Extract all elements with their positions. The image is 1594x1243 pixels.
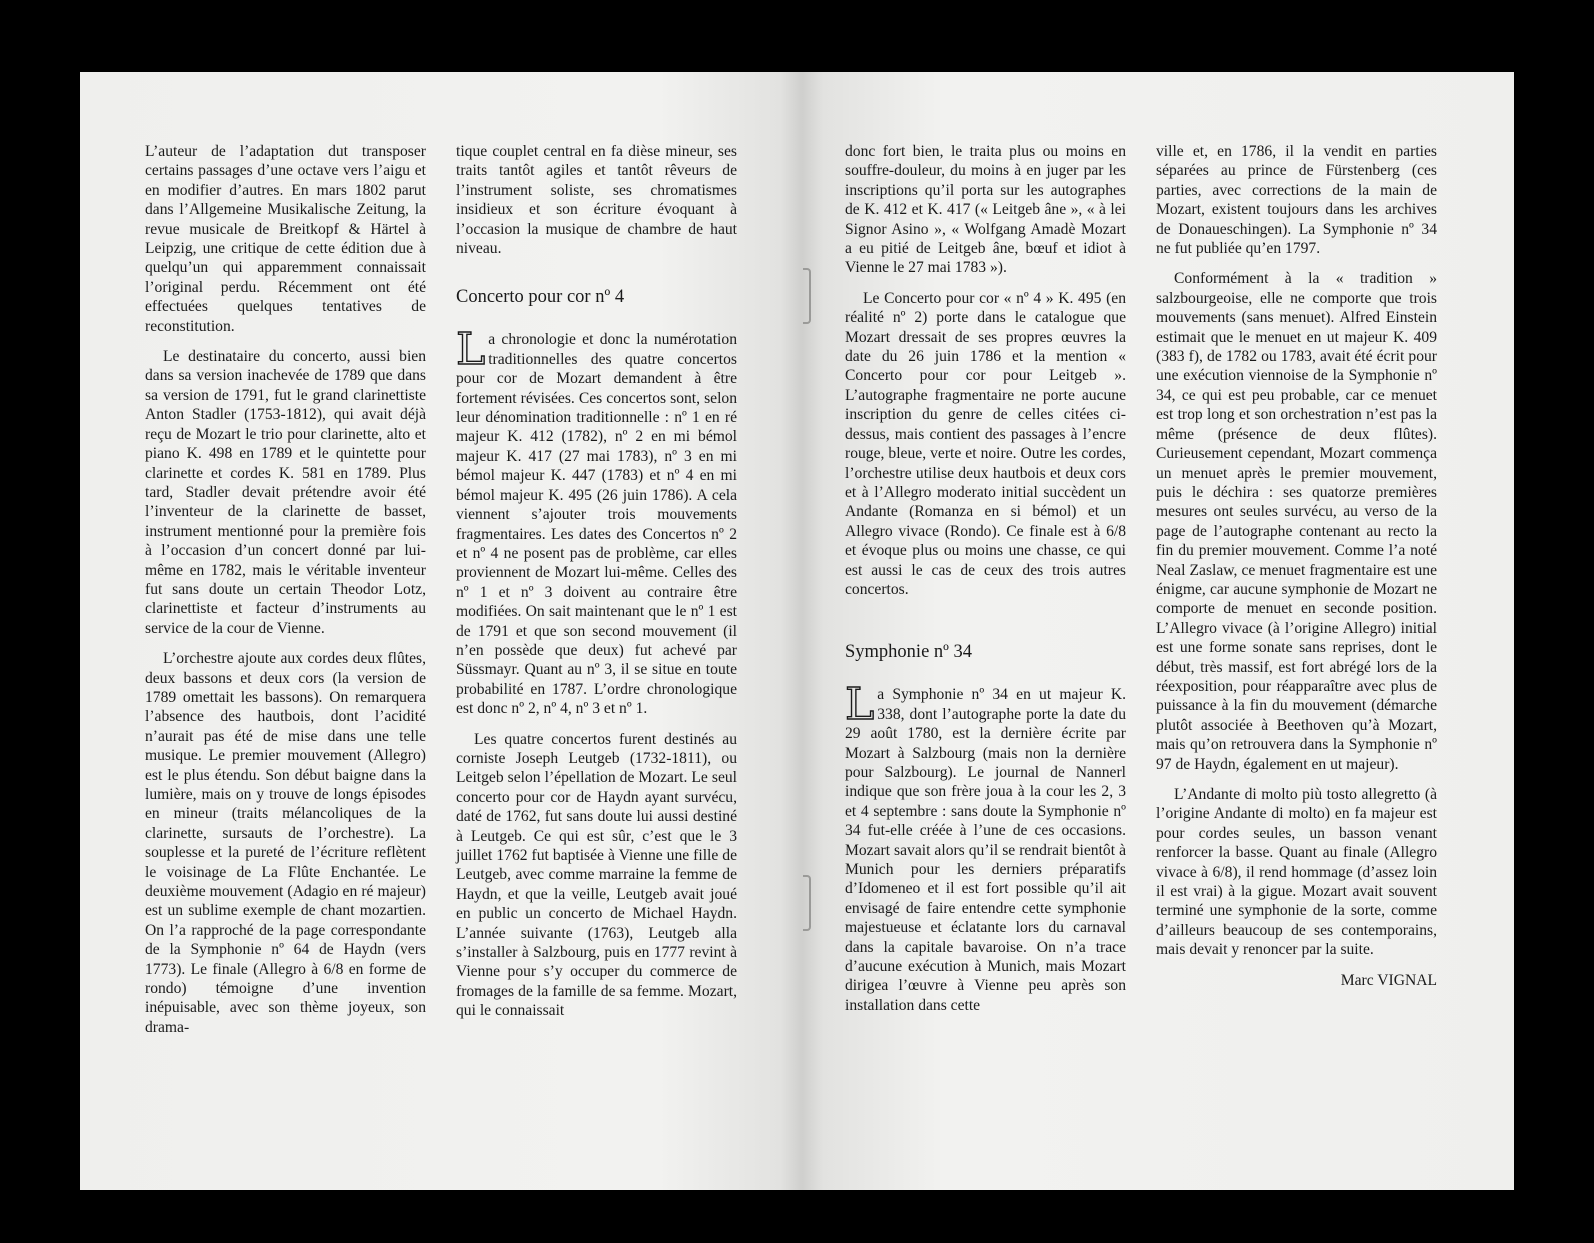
right-column-2 — [1156, 142, 1437, 990]
right-page — [802, 72, 1514, 1190]
staple-bottom — [803, 875, 811, 931]
signature: Marc VIGNAL — [1340, 971, 1437, 989]
left-column-2 — [456, 142, 737, 1032]
drop-cap: L — [845, 679, 875, 731]
paragraph: ville et, en 1786, il la vendit en parties séparées au prince de Fürstenberg (ces parties, avec corrections de la main de Mozart, existent toujours dans les archives de Donaueschingen). La Symphonie nº 34 ne fut publiée qu’en 1797. — [1156, 143, 1437, 258]
section-heading: Concerto pour cor nº 4 — [456, 287, 625, 308]
paragraph: Le Concerto pour cor « nº 4 » K. 495 (en réalité nº 2) porte dans le catalogue que Mozart dressait de ses propres œuvres la date du 26 juin 1786 et la mention « Concerto pour cor pour Leitgeb ». L’autographe fragmentaire ne porte aucune inscription du genre de celles citées ci-dessus, mais contient des passages à l’encre rouge, bleue, verte et noire. Outre les cordes, l’orchestre utilise deux hautbois et deux cors et à l’Allegro moderato initial succèdent un Andante (Romanza en si bémol) et un Allegro vivace (Rondo). Ce finale est à 6/8 et évoque plus ou moins une chasse, ce qui est aussi le cas de ceux des trois autres concertos. — [845, 289, 1126, 598]
left-page — [80, 72, 802, 1190]
drop-cap: L — [456, 324, 486, 376]
paragraph — [845, 679, 1126, 1015]
paragraph-text: a chronologie et donc la numérotation traditionnelles des quatre concertos pour cor de Mozart demandent à être fortement révisées. Ces concertos sont, selon leur dénomination traditionnelle : nº 1 en ré majeur K. 412 (1782), nº 2 en mi bémol majeur K. 417 (27 mai 1783), nº 3 en mi bémol majeur K. 447 (1783) et nº 4 en mi bémol majeur K. 495 (26 juin 1786). A cela viennent s’ajouter trois mouvements fragmentaires. Les dates des Concertos nº 2 et nº 4 ne posent pas de problème, car elles proviennent de Mozart lui-même. Celles des nº 1 et nº 3 doivent au contraire être modifiées. On sait maintenant que le nº 1 est de 1791 et que son second mouvement (il n’en possède que deux) fut achevé par Süssmayr. Quant au nº 3, il se situe en toute probabilité en 1787. L’ordre chronologique est donc nº 2, nº 4, nº 3 et nº 1. — [456, 331, 737, 718]
paragraph: L’orchestre ajoute aux cordes deux flûtes, deux bassons et deux cors (la version de 1789 omettait les bassons). On remarquera l’absence des hautbois, dont l’acidité n’aurait pas été de mise dans une telle musique. Le premier mouvement (Allegro) est le plus étendu. Son début baigne dans la lumière, mais on y trouve de longs épisodes en mineur (traits mélancoliques de la clarinette, sursauts de l’orchestre). La souplesse et la pureté de l’écriture reflètent le voisinage de La Flûte Enchantée. Le deuxième mouvement (Adagio en ré majeur) est un sublime exemple de chant mozartien. On l’a rapproché de la page correspondante de la Symphonie nº 64 de Haydn (vers 1773). Le finale (Allegro à 6/8 en forme de rondo) témoigne d’une invention inépuisable, avec son thème joyeux, son drama- — [145, 650, 426, 1036]
paragraph-text: a Symphonie nº 34 en ut majeur K. 338, dont l’autographe porte la date du 29 août 1780, est la dernière écrite par Mozart à Salzbourg (mais non la dernière pour Salzbourg). Le journal de Nannerl indique que son frère joua à la cour les 2, 3 et 4 septembre : sans doute la Symphonie nº 34 fut-elle créée à l’une de ces occasions. Mozart savait alors qu’il se rendrait bientôt à Munich pour les derniers préparatifs d’Idomeneo et il est fort possible qu’il ait envisagé de faire entendre cette symphonie majestueuse et éclatante lors du carnaval dans la capitale bavaroise. On n’a trace d’aucune exécution à Munich, mais Mozart dirigea l’œuvre à Vienne peu après son installation dans cette — [845, 686, 1126, 1014]
paragraph: L’auteur de l’adaptation dut transposer certains passages d’une octave vers l’aigu et en modifier d’autres. En mars 1802 parut dans l’Allgemeine Musikalische Zeitung, la revue musicale de Breitkopf & Härtel à Leipzig, une critique de cette édition due à quelqu’un qui apparemment connaissait l’original perdu. Récemment ont été effectuées quelques tentatives de reconstitution. — [145, 143, 426, 335]
right-column-1 — [845, 142, 1126, 1026]
paragraph: Les quatre concertos furent destinés au corniste Joseph Leutgeb (1732-1811), ou Leitgeb selon l’épellation de Mozart. Le seul concerto pour cor de Haydn ayant survécu, daté de 1762, fut sans doute lui aussi destiné à Leutgeb. Ce qui est sûr, c’est que le 3 juillet 1762 fut baptisée à Vienne une fille de Leutgeb, avec comme marraine la femme de Haydn, et que la veille, Leutgeb avait joué en public un concerto de Michael Haydn. L’année suivante (1763), Leutgeb alla s’installer à Salzbourg, puis en 1777 revint à Vienne pour s’y occuper du commerce de fromages de la famille de sa femme. Mozart, qui le connaissait — [456, 730, 737, 1020]
section-heading: Symphonie nº 34 — [845, 642, 973, 663]
paragraph: Conformément à la « tradition » salzbourgeoise, elle ne comporte que trois mouvements (sans menuet). Alfred Einstein estimait que le menuet en ut majeur K. 409 (383 f), de 1782 ou 1783, avait été écrit pour une exécution viennoise de la Symphonie nº 34, ce qui est peu probable, car ce menuet est trop long et son orchestration n’est pas la même (présence de deux flûtes). Curieusement cependant, Mozart commença un menuet après le premier mouvement, puis le déchira : ses quatorze premières mesures ont seules survécu, au verso de la page de l’autographe contenant au recto la fin du premier mouvement. Comme l’a noté Neal Zaslaw, ce menuet fragmentaire est une énigme, car aucune symphonie de Mozart ne comporte de menuet en seconde position. L’Allegro vivace (à l’origine Allegro) initial est une forme sonate sans reprises, dont le début, très massif, est fort abrégé lors de la réexposition, pour réapparaître avec plus de puissance à la fin du mouvement (démarche plutôt associée à Beethoven qu’à Mozart, mais qu’on retrouvera dans la Symphonie nº 97 de Haydn, également en ut majeur). — [1156, 270, 1437, 773]
paragraph: Le destinataire du concerto, aussi bien dans sa version inachevée de 1789 que dans sa version de 1791, fut le grand clarinettiste Anton Stadler (1753-1812), qui avait déjà reçu de Mozart le trio pour clarinette, alto et piano K. 498 en 1789 et le quintette pour clarinette et cordes K. 581 en 1789. Plus tard, Stadler devait prétendre avoir été l’inventeur de la clarinette de basset, instrument mentionné pour la première fois à l’occasion d’un concert donné par lui-même en 1782, mais le véritable inventeur fut sans doute un certain Theodor Lotz, clarinettiste et facteur d’instruments au service de la cour de Vienne. — [145, 348, 426, 637]
paragraph: L’Andante di molto più tosto allegretto (à l’origine Andante di molto) en fa majeur est pour cordes seules, un basson venant renforcer la basse. Quant au finale (Allegro vivace à 6/8), il rend hommage (d’assez loin il est vrai) à la gigue. Mozart avait souvent terminé une symphonie de la sorte, comme d’ailleurs beaucoup de ses contemporains, mais devait y renoncer par la suite. — [1156, 786, 1437, 959]
staple-top — [803, 268, 811, 324]
paragraph: donc fort bien, le traita plus ou moins en souffre-douleur, du moins à en juger par les inscriptions qu’il porta sur les autographes de K. 412 et K. 417 (« Leitgeb âne », « à lei Signor Asino », « Wolfgang Amadè Mozart a eu pitié de Leitgeb âne, bœuf et idiot à Vienne le 27 mai 1783 »). — [845, 143, 1126, 277]
paragraph — [456, 324, 737, 718]
paragraph: tique couplet central en fa dièse mineur, ses traits tantôt agiles et tantôt rêveurs de l’instrument soliste, ses chromatismes insidieux et son écriture évoquant à l’occasion la musique de chambre de haut niveau. — [456, 143, 737, 258]
left-column-1 — [145, 142, 426, 1048]
